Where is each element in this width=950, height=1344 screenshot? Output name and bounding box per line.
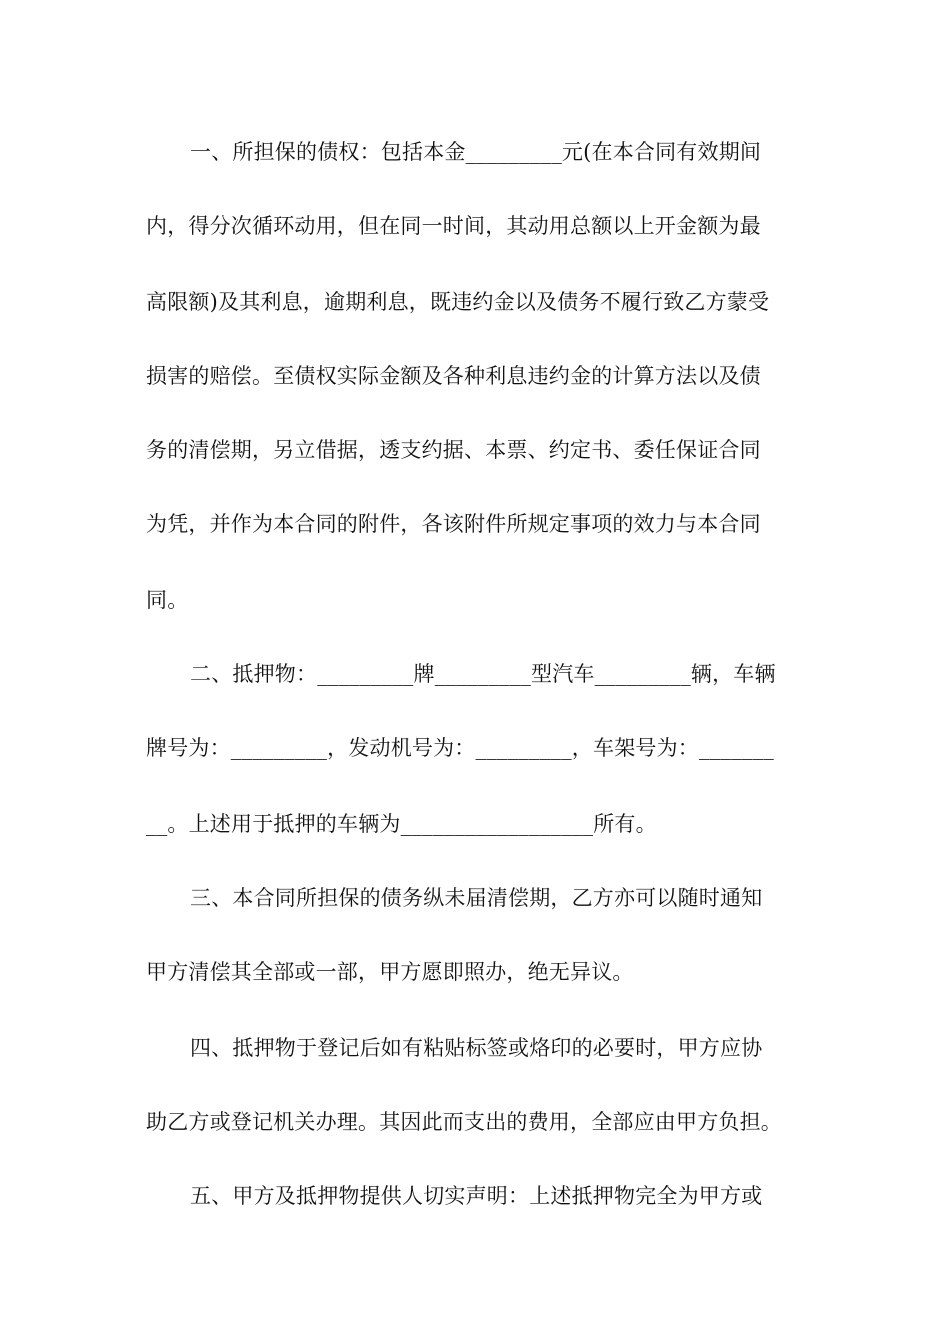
clause-3-line-1: 三、本合同所担保的债务纵未届清偿期，乙方亦可以随时通知: [190, 886, 763, 910]
clause-1-line-1: 一、所担保的债权：包括本金_________元(在本合同有效期间: [190, 140, 762, 164]
clause-1-line-4: 损害的赔偿。至债权实际金额及各种利息违约金的计算方法以及债: [146, 364, 761, 388]
clause-2-line-3: __。上述用于抵押的车辆为__________________所有。: [146, 812, 657, 836]
clause-3-line-2: 甲方清偿其全部或一部，甲方愿即照办，绝无异议。: [146, 960, 634, 984]
clause-1-line-7: 同。: [146, 588, 189, 612]
clause-4-line-1: 四、抵押物于登记后如有粘贴标签或烙印的必要时，甲方应协: [190, 1036, 763, 1060]
clause-1-line-6: 为凭，并作为本合同的附件，各该附件所规定事项的效力与本合同: [146, 512, 761, 536]
clause-4-line-2: 助乙方或登记机关办理。其因此而支出的费用，全部应由甲方负担。: [146, 1110, 782, 1134]
clause-1-line-2: 内，得分次循环动用，但在同一时间，其动用总额以上开金额为最: [146, 214, 761, 238]
clause-1-line-3: 高限额)及其利息，逾期利息，既违约金以及债务不履行致乙方蒙受: [146, 290, 770, 314]
clause-2-line-1: 二、抵押物：_________牌_________型汽车_________辆，车辆: [190, 662, 776, 686]
clause-1-line-5: 务的清偿期，另立借据，透支约据、本票、约定书、委任保证合同: [146, 438, 761, 462]
clause-5-line-1: 五、甲方及抵押物提供人切实声明：上述抵押物完全为甲方或: [190, 1184, 763, 1208]
clause-2-line-2: 牌号为：_________，发动机号为：_________，车架号为：_______: [146, 736, 774, 760]
